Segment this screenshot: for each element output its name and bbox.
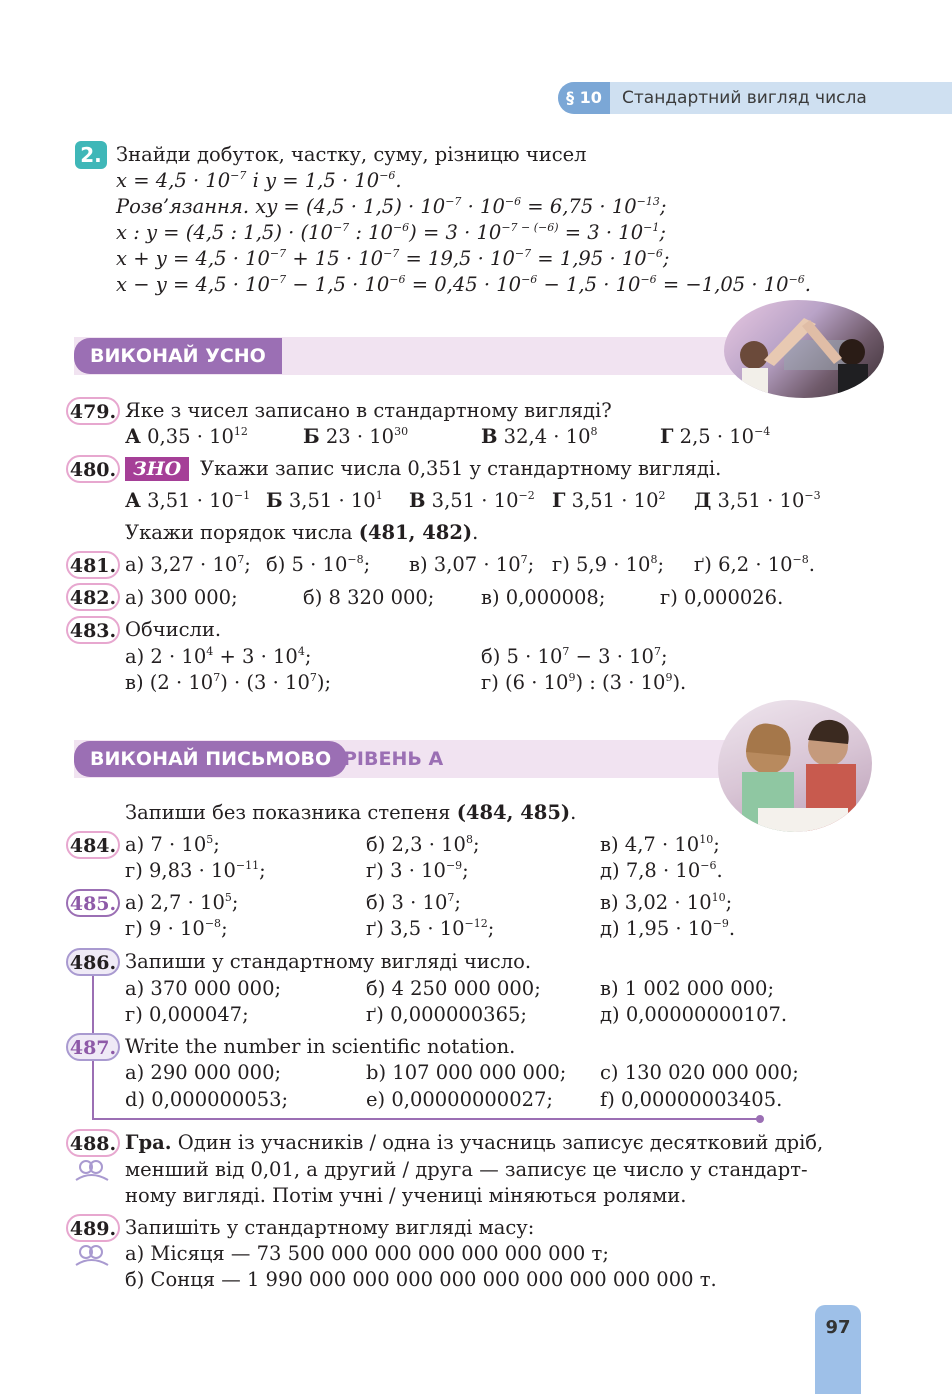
task-number-481: 481. — [66, 551, 120, 579]
task-479-option-a: А $0,35 \cdot 10^{12}$ — [125, 425, 248, 448]
task-480-option-e: Д $3,51 \cdot 10^{-3}$ — [694, 489, 821, 512]
solution-line-4: $x - y = 4,5 \cdot 10^{-7} - 1,5 \cdot 10^{-6} = 0,45 \cdot 10^{-6} - 1,5 \cdot 10^{-6} = -1,05 \cdot 10^{-6}$. — [116, 273, 811, 296]
task-486-a: а) 370 000 000; — [125, 977, 282, 1000]
task-479-option-b: Б $23 \cdot 10^{30}$ — [303, 425, 409, 448]
task-number-485: 485. — [66, 889, 120, 917]
task-487-b: b) 107 000 000 000; — [366, 1061, 567, 1084]
task-485-f: д) $1,95 \cdot 10^{-9}$. — [600, 917, 736, 940]
task-486-b: б) 4 250 000 000; — [366, 977, 541, 1000]
section-label-oral: ВИКОНАЙ УСНО — [74, 338, 282, 374]
task-484-b: б) $2,3 \cdot 10^8$; — [366, 833, 480, 856]
task-480-option-c: В $3,51 \cdot 10^{-2}$ — [409, 489, 535, 512]
task-486-d: г) 0,000047; — [125, 1003, 249, 1026]
section-number: § 10 — [558, 82, 610, 114]
solution-line-2: x : y = (4,5 : $1,5) \cdot (10^{-7}$ : $10^{-6}) = 3 \cdot 10^{-7 - (-6)} = 3 \cdot 10^{-1}$; — [116, 221, 666, 244]
task-487-c: c) 130 020 000 000; — [600, 1061, 799, 1084]
example-given: $x = 4,5 \cdot 10^{-7}$ і $y = 1,5 \cdot 10^{-6}$. — [116, 169, 402, 192]
task-485-a: а) $2,7 \cdot 10^5$; — [125, 891, 239, 914]
task-483-b: б) $5 \cdot 10^7 - 3 \cdot 10^7$; — [481, 645, 668, 668]
task-486-c: в) 1 002 000 000; — [600, 977, 775, 1000]
task-487-a: a) 290 000 000; — [125, 1061, 282, 1084]
students-studying-photo — [718, 700, 872, 832]
task-480-option-a: А $3,51 \cdot 10^{-1}$ — [125, 489, 251, 512]
task-483-text: Обчисли. — [125, 618, 222, 641]
task-488-line-1: Гра. Один із учасників / одна із учасниць записує десятковий дріб, — [125, 1131, 824, 1154]
section-title: Стандартний вигляд числа — [622, 88, 867, 108]
task-482-c: в) 0,000008; — [481, 586, 606, 609]
task-487-d: d) 0,000000053; — [125, 1088, 289, 1111]
solution-line-1: Розв’язання. xy = $(4,5 \cdot 1,5) \cdot 10^{-7} \cdot 10^{-6} = 6,75 \cdot 10^{-13}$; — [116, 195, 667, 218]
task-486-text: Запиши у стандартному вигляді число. — [125, 950, 532, 973]
task-487-e: e) 0,00000000027; — [366, 1088, 553, 1111]
task-489-a: а) Місяця — 73 500 000 000 000 000 000 000 т; — [125, 1242, 609, 1265]
task-483-c: в) $(2 \cdot 10^7) \cdot (3 \cdot 10^7)$; — [125, 671, 332, 694]
order-intro: Укажи порядок числа (481, 482). — [125, 521, 479, 544]
task-485-c: в) $3,02 \cdot 10^{10}$; — [600, 891, 733, 914]
task-487-text: Write the number in scientific notation. — [125, 1035, 516, 1058]
task-number-486: 486. — [66, 948, 120, 976]
task-485-d: г) $9 \cdot 10^{-8}$; — [125, 917, 228, 940]
task-484-d: г) $9,83 \cdot 10^{-11}$; — [125, 859, 266, 882]
task-482-d: г) 0,000026. — [660, 586, 784, 609]
section-label-written: ВИКОНАЙ ПИСЬМОВО — [74, 741, 347, 777]
task-489-text: Запишіть у стандартному вигляді масу: — [125, 1216, 535, 1239]
task-group-bracket-bottom — [92, 1118, 760, 1120]
task-number-484: 484. — [66, 831, 120, 859]
task-480-text: Укажи запис числа 0,351 у стандартному вигляді. — [200, 457, 722, 480]
task-479-text: Яке з чисел записано в стандартному вигляді? — [125, 399, 612, 422]
task-485-e: ґ) $3,5 \cdot 10^{-12}$; — [366, 917, 495, 940]
task-479-option-d: Г $2,5 \cdot 10^{-4}$ — [660, 425, 771, 448]
task-485-b: б) $3 \cdot 10^7$; — [366, 891, 461, 914]
task-484-c: в) $4,7 \cdot 10^{10}$; — [600, 833, 720, 856]
page-number: 97 — [815, 1305, 861, 1394]
pair-work-icon — [72, 1158, 112, 1182]
task-484-f: д) $7,8 \cdot 10^{-6}$. — [600, 859, 723, 882]
task-482-b: б) 8 320 000; — [303, 586, 435, 609]
task-481-b: б) $5 \cdot 10^{-8}$; — [266, 553, 371, 576]
write-intro: Запиши без показника степеня (484, 485). — [125, 801, 577, 824]
task-481-c: в) $3,07 \cdot 10^7$; — [409, 553, 535, 576]
task-489-b: б) Сонця — 1 990 000 000 000 000 000 000 000 000 000 т. — [125, 1268, 717, 1291]
task-480-option-b: Б $3,51 \cdot 10^1$ — [266, 489, 383, 512]
task-484-a: а) $7 \cdot 10^5$; — [125, 833, 220, 856]
students-high-five-photo — [724, 300, 884, 398]
task-number-482: 482. — [66, 583, 120, 611]
bracket-end-dot — [756, 1115, 764, 1123]
zno-badge: ЗНО — [125, 457, 189, 481]
task-number-487: 487. — [66, 1033, 120, 1061]
pair-work-icon — [72, 1243, 112, 1267]
task-487-f: f) 0,00000003405. — [600, 1088, 783, 1111]
task-486-e: ґ) 0,000000365; — [366, 1003, 527, 1026]
task-488-line-3: ному вигляді. Потім учні / учениці міняються ролями. — [125, 1184, 687, 1207]
task-number-480: 480. — [66, 455, 120, 483]
example-badge: 2. — [75, 141, 107, 169]
task-486-f: д) 0,00000000107. — [600, 1003, 788, 1026]
task-479-option-c: В $32,4 \cdot 10^8$ — [481, 425, 598, 448]
task-number-489: 489. — [66, 1214, 120, 1242]
task-481-d: г) $5,9 \cdot 10^8$; — [552, 553, 665, 576]
task-481-e: ґ) $6,2 \cdot 10^{-8}$. — [694, 553, 815, 576]
task-number-488: 488. — [66, 1129, 120, 1157]
task-481-a: а) $3,27 \cdot 10^7$; — [125, 553, 251, 576]
section-level: РІВЕНЬ А — [343, 748, 444, 770]
example-task: Знайди добуток, частку, суму, різницю чисел — [116, 143, 587, 166]
task-484-e: ґ) $3 \cdot 10^{-9}$; — [366, 859, 469, 882]
solution-line-3: $x + y = 4,5 \cdot 10^{-7} + 15 \cdot 10^{-7} = 19,5 \cdot 10^{-7} = 1,95 \cdot 10^{-6}$; — [116, 247, 670, 270]
task-number-479: 479. — [66, 397, 120, 425]
task-483-d: г) $(6 \cdot 10^9)$ : $(3 \cdot 10^9)$. — [481, 671, 687, 694]
task-480-option-d: Г $3,51 \cdot 10^2$ — [552, 489, 666, 512]
task-number-483: 483. — [66, 616, 120, 644]
task-483-a: а) $2 \cdot 10^4 + 3 \cdot 10^4$; — [125, 645, 312, 668]
task-482-a: а) 300 000; — [125, 586, 238, 609]
task-488-line-2: менший від 0,01, а другий / друга — записує це число у стандарт- — [125, 1158, 808, 1181]
